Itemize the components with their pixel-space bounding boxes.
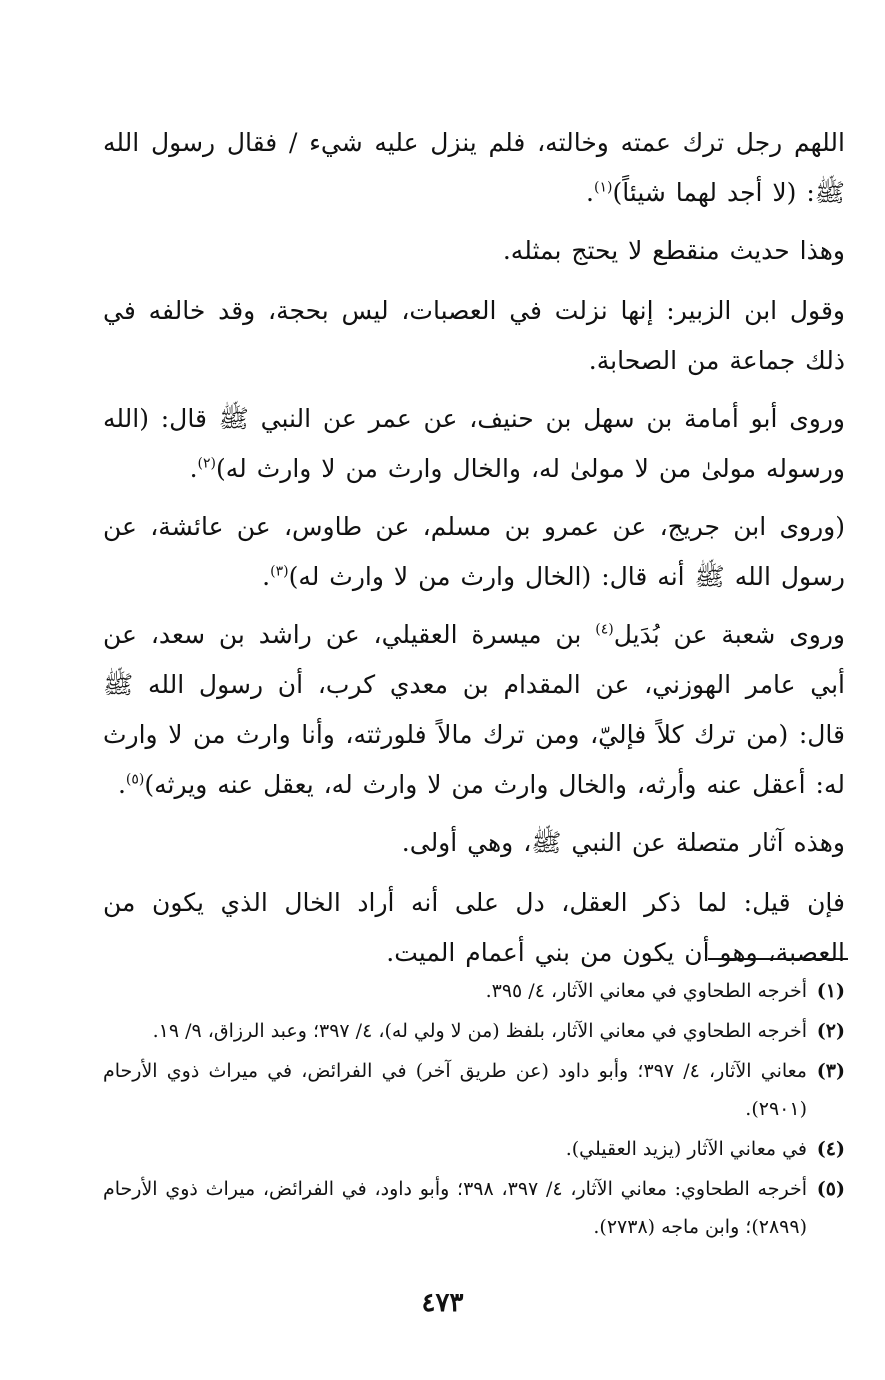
footnote-number: (٤) bbox=[816, 1138, 845, 1160]
footnote-2 bbox=[103, 1012, 845, 1050]
footnote-text: معاني الآثار، ٤/ ٣٩٧؛ وأبو داود (عن طريق آخر) في الفرائض، في ميراث ذوي الأرحام (٢٩٠١). bbox=[103, 1060, 807, 1120]
footnote-3 bbox=[103, 1052, 845, 1128]
footnote-separator-rule bbox=[708, 958, 848, 960]
footnote-1 bbox=[103, 972, 845, 1010]
paragraph-2: وهذا حديث منقطع لا يحتج بمثله. bbox=[502, 236, 845, 265]
footnote-marker-1: (١) bbox=[593, 179, 613, 196]
footnote-marker-5: (٥) bbox=[125, 771, 145, 788]
page-number: ٤٧٣ bbox=[421, 1288, 464, 1318]
footnote-number: (١) bbox=[816, 980, 845, 1002]
footnote-text: في معاني الآثار (يزيد العقيلي). bbox=[565, 1138, 807, 1160]
footnote-text: أخرجه الطحاوي في معاني الآثار، بلفظ (من لا ولي له)، ٤/ ٣٩٧؛ وعبد الرزاق، ٩/ ١٩. bbox=[152, 1020, 807, 1042]
footnotes-section bbox=[103, 972, 845, 1248]
paragraph-5: (وروى ابن جريج، عن عمرو بن مسلم، عن طاوس، عن عائشة، عن رسول الله ﷺ أنه قال: (الخال وارث من لا وارث له)$^{(٣)}$. bbox=[103, 512, 845, 591]
footnote-marker-4: (٤) bbox=[595, 621, 614, 638]
paragraph-3: وقول ابن الزبير: إنها نزلت في العصبات، ليس بحجة، وقد خالفه في ذلك جماعة من الصحابة. bbox=[103, 296, 845, 375]
paragraph-6: وروى شعبة عن بُدَيل$^{(٤)}$ بن ميسرة العقيلي، عن راشد بن سعد، عن أبي عامر الهوزني، عن المقدام بن معدي كرب، أن رسول الله ﷺ قال: (من ترك كلاً فإليّ، ومن ترك مالاً فلورثته، وأنا وارث من لا وارث له: أعقل عنه وأرثه، والخال وارث من لا وارث له، يعقل عنه ويرثه)$^{(٥)}$. bbox=[103, 620, 845, 799]
footnote-number: (٢) bbox=[816, 1020, 845, 1042]
footnote-5 bbox=[103, 1170, 845, 1246]
paragraph-7: وهذه آثار متصلة عن النبي ﷺ، وهي أولى. bbox=[401, 828, 845, 857]
footnote-text: أخرجه الطحاوي: معاني الآثار، ٤/ ٣٩٧، ٣٩٨؛ وأبو داود، في الفرائض، ميراث ذوي الأرحام (٢٨٩٩)؛ وابن ماجه (٢٧٣٨). bbox=[103, 1178, 807, 1238]
main-text-body bbox=[103, 118, 845, 986]
footnote-marker-2: (٢) bbox=[197, 455, 216, 472]
paragraph-8: فإن قيل: لما ذكر العقل، دل على أنه أراد الخال الذي يكون من العصبة، وهو أن يكون من بني أعمام الميت. bbox=[103, 888, 845, 967]
footnote-marker-3: (٣) bbox=[270, 563, 289, 580]
footnote-4 bbox=[103, 1130, 845, 1168]
paragraph-4: وروى أبو أمامة بن سهل بن حنيف، عن عمر عن النبي ﷺ قال: (الله ورسوله مولىٰ من لا مولىٰ له، والخال وارث من لا وارث له)$^{(٢)}$. bbox=[103, 404, 845, 483]
footnote-number: (٣) bbox=[816, 1060, 845, 1082]
footnote-text: أخرجه الطحاوي في معاني الآثار، ٤/ ٣٩٥. bbox=[485, 980, 807, 1002]
paragraph-1: اللهم رجل ترك عمته وخالته، فلم ينزل عليه شيء / فقال رسول الله ﷺ: (لا أجد لهما شيئاً)$^{(١)}$. bbox=[103, 128, 845, 207]
footnote-number: (٥) bbox=[816, 1178, 845, 1200]
